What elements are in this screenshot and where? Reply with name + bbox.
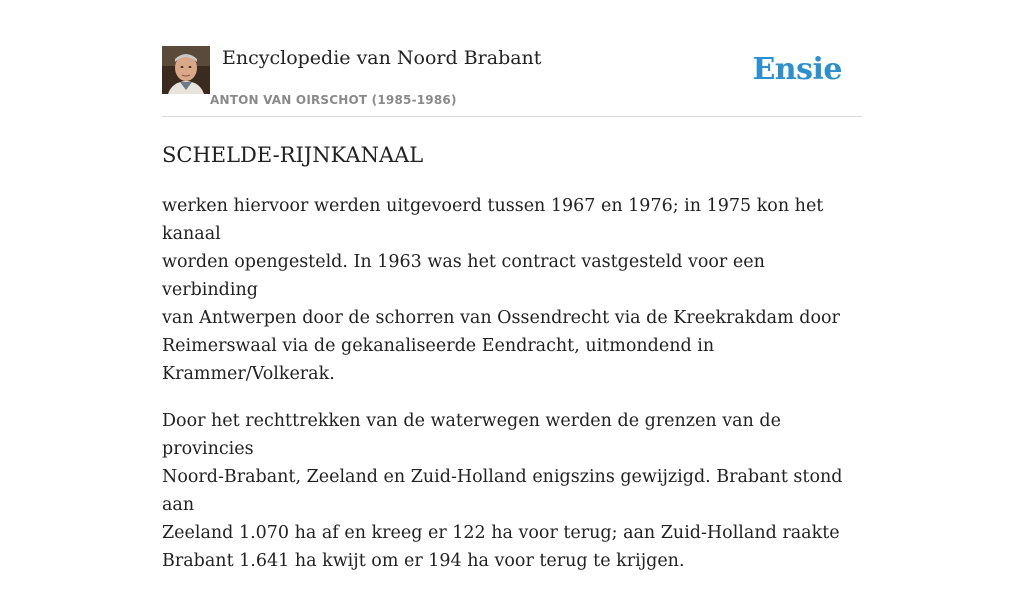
author-avatar[interactable] <box>162 46 210 94</box>
article-body <box>162 192 862 594</box>
ensie-logo[interactable]: Ensie <box>752 52 842 87</box>
text-line: Noord-Brabant, Zeeland en Zuid-Holland enigszins gewijzigd. Brabant stond aan <box>162 467 843 515</box>
text-line: werken hiervoor werden uitgevoerd tussen 1967 en 1976; in 1975 kon het kanaal <box>162 196 824 244</box>
text-line: Zeeland 1.070 ha af en kreeg er 122 ha voor terug; aan Zuid-Holland raakte <box>162 523 840 543</box>
text-line: van Antwerpen door de schorren van Ossendrecht via de Kreekrakdam door <box>162 308 840 328</box>
text-line: Brabant 1.641 ha kwijt om er 194 ha voor terug te krijgen. <box>162 551 685 571</box>
author-name[interactable]: ANTON VAN OIRSCHOT (1985-1986) <box>210 93 457 107</box>
source-title[interactable]: Encyclopedie van Noord Brabant <box>222 47 542 69</box>
text-line: Reimerswaal via de gekanaliseerde Eendracht, uitmondend in <box>162 336 715 356</box>
article-title: SCHELDE-RIJNKANAAL <box>162 143 424 167</box>
text-line: Krammer/Volkerak. <box>162 364 335 384</box>
header <box>162 46 862 117</box>
paragraph <box>162 407 862 575</box>
paragraph <box>162 192 862 388</box>
text-line: Door het rechttrekken van de waterwegen werden de grenzen van de provincies <box>162 411 781 459</box>
text-line: worden opengesteld. In 1963 was het contract vastgesteld voor een verbinding <box>162 252 765 300</box>
